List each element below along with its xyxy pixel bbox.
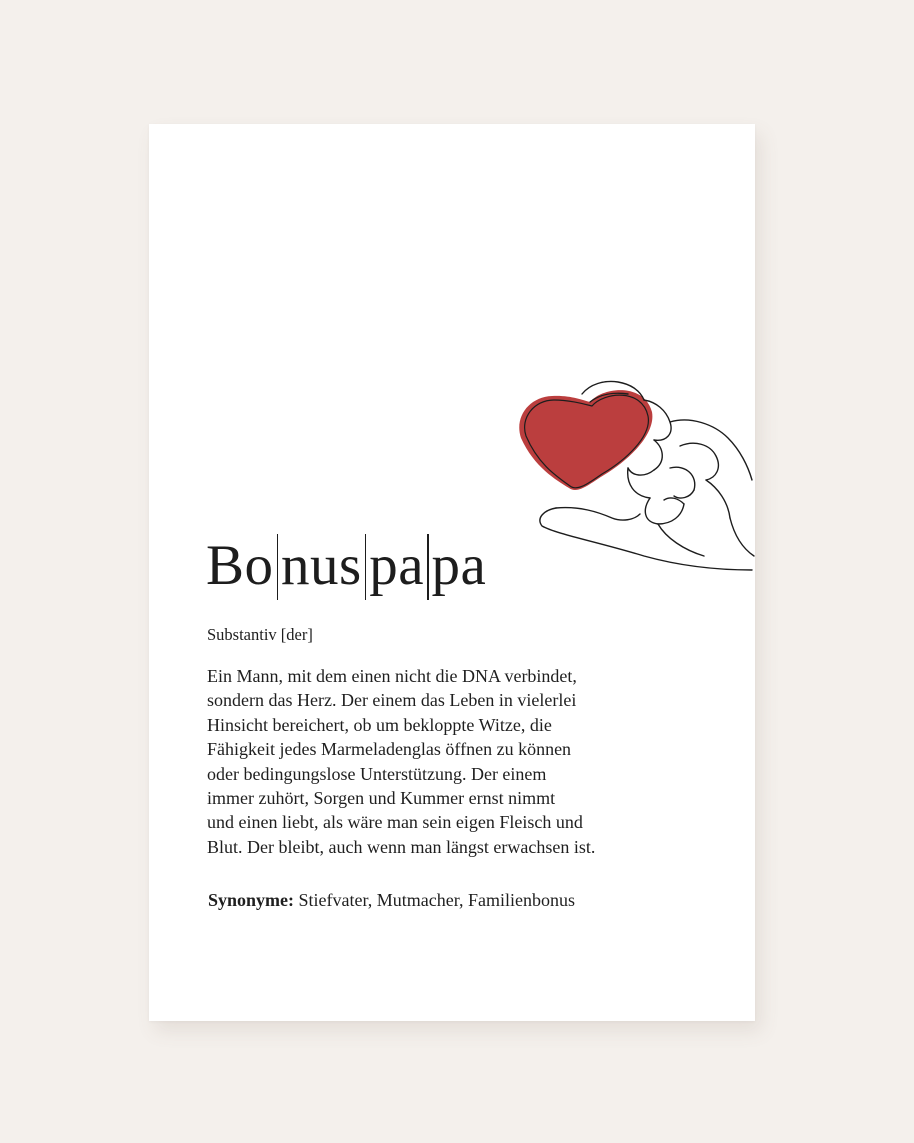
synonyms — [208, 890, 575, 911]
syllable-divider — [365, 534, 367, 600]
part-of-speech: Substantiv [der] — [207, 625, 313, 644]
headword — [206, 521, 486, 611]
headword-syllable: Bo — [206, 534, 274, 597]
definition-line: oder bedingungslose Unterstützung. Der einem — [207, 763, 547, 784]
definition-line: Hinsicht bereichert, ob um bekloppte Witze, die — [207, 714, 552, 735]
definition-line: immer zuhört, Sorgen und Kummer ernst nimmt — [207, 788, 556, 809]
headword-syllable: pa — [369, 534, 425, 597]
headword-syllable: pa — [431, 534, 487, 597]
synonyms-label: Synonyme: — [208, 890, 295, 910]
definition-line: Blut. Der bleibt, auch wenn man längst erwachsen ist. — [207, 836, 596, 857]
definition-line: sondern das Herz. Der einem das Leben in vielerlei — [207, 690, 577, 711]
hand-holding-heart-icon — [494, 372, 755, 582]
definition-line: und einen liebt, als wäre man sein eigen Fleisch und — [207, 812, 583, 833]
synonyms-text: Stiefvater, Mutmacher, Familienbonus — [298, 890, 576, 910]
definition-line: Fähigkeit jedes Marmeladenglas öffnen zu können — [207, 739, 572, 760]
definition-text — [207, 664, 647, 859]
syllable-divider — [427, 534, 429, 600]
headword-syllable: nus — [281, 534, 362, 597]
syllable-divider — [277, 534, 279, 600]
definition-poster — [149, 124, 755, 1021]
definition-line: Ein Mann, mit dem einen nicht die DNA verbindet, — [207, 666, 577, 686]
